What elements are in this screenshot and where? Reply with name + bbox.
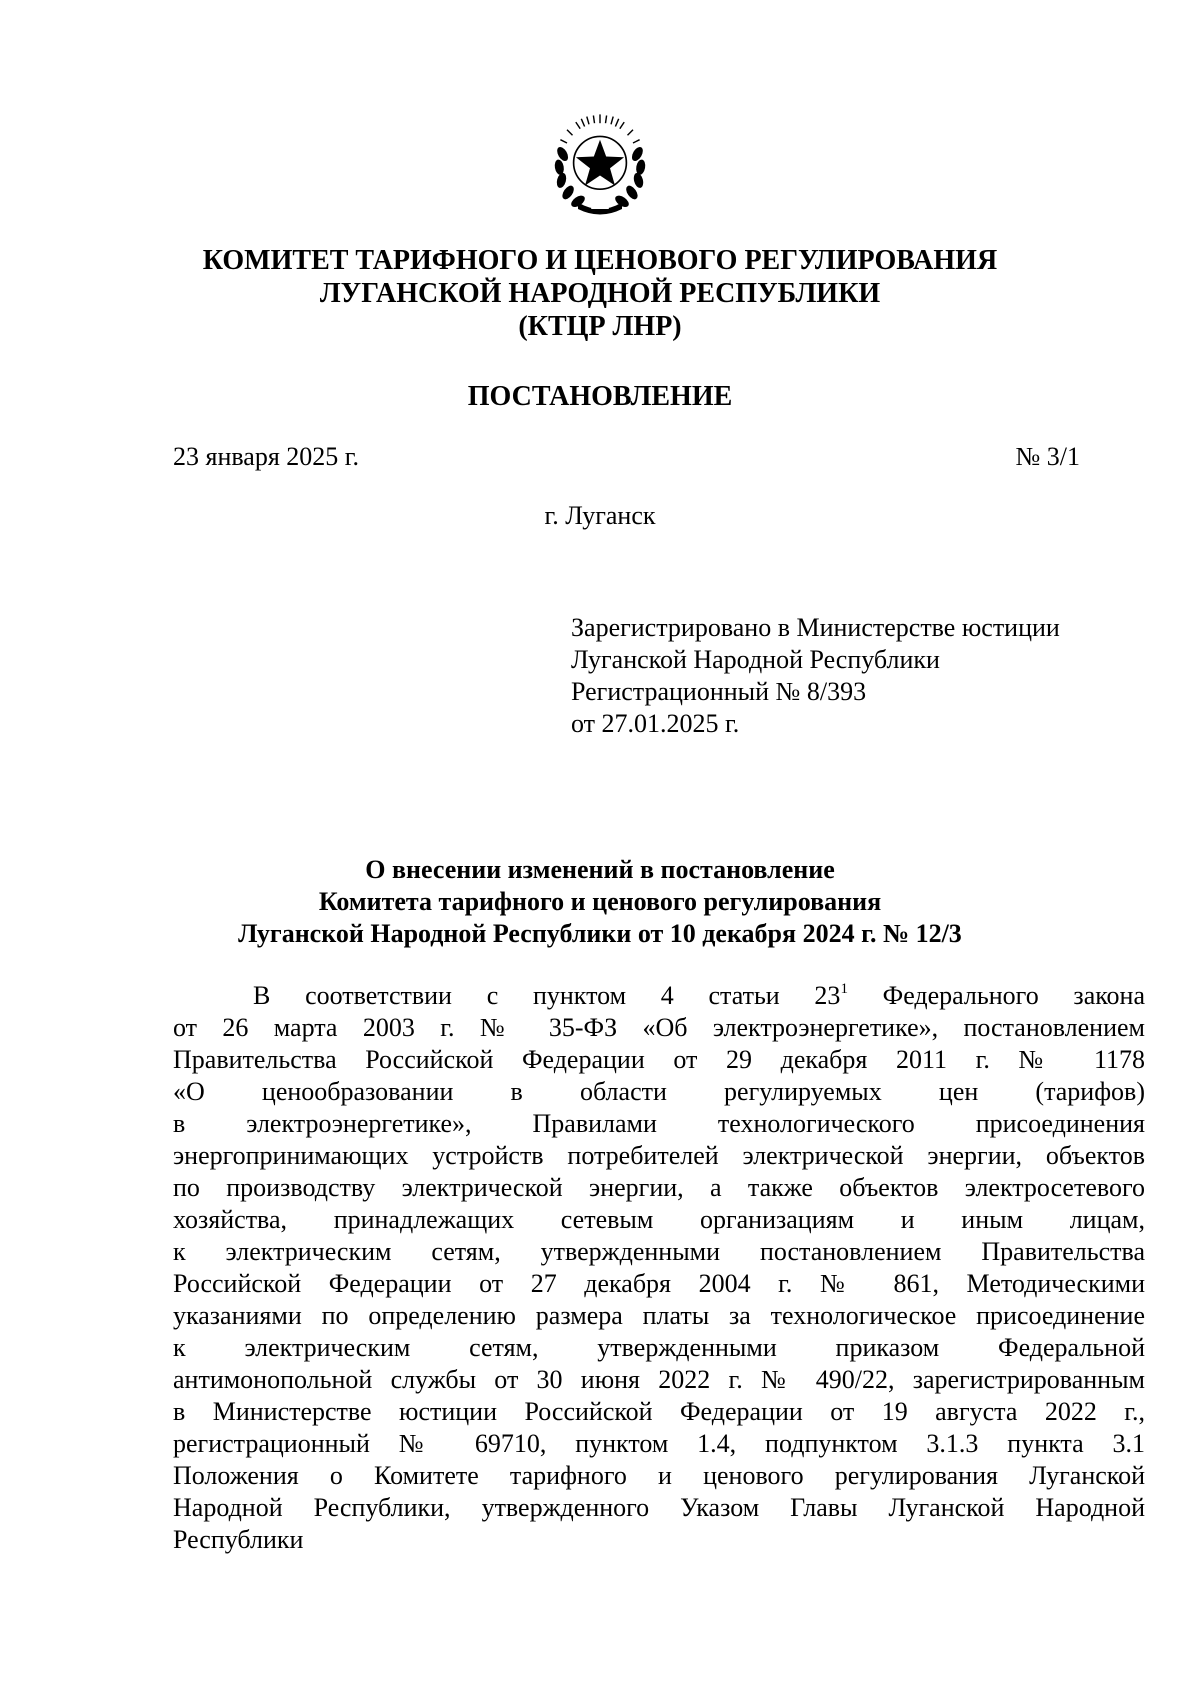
document-city: г. Луганск bbox=[544, 501, 656, 530]
org-abbreviation: (КТЦР ЛНР) bbox=[518, 311, 682, 342]
body-line-1-part-2: Федерального закона bbox=[847, 981, 1145, 1010]
body-line-15: регистрационный № 69710, пунктом 1.4, подпунктом 3.1.3 пункта 3.1 bbox=[173, 1429, 1145, 1458]
org-name-line-2: ЛУГАНСКОЙ НАРОДНОЙ РЕСПУБЛИКИ bbox=[319, 278, 881, 309]
coat-of-arms-star-wreath-icon bbox=[545, 110, 655, 220]
body-line-1 bbox=[173, 980, 1145, 1012]
body-line-14: в Министерстве юстиции Российской Федерации от 19 августа 2022 г., bbox=[173, 1397, 1145, 1426]
body-line-4: «О ценообразовании в области регулируемых цен (тарифов) bbox=[173, 1077, 1145, 1106]
body-line-2: от 26 марта 2003 г. № 35-ФЗ «Об электроэнергетике», постановлением bbox=[173, 1013, 1145, 1042]
title-line-2: Комитета тарифного и ценового регулирования bbox=[318, 887, 882, 916]
body-line-13: антимонопольной службы от 30 июня 2022 г. № 490/22, зарегистрированным bbox=[173, 1365, 1145, 1394]
superscript-1: 1 bbox=[840, 981, 848, 997]
registration-line-4: от 27.01.2025 г. bbox=[571, 709, 740, 738]
body-line-3: Правительства Российской Федерации от 29 декабря 2011 г. № 1178 bbox=[173, 1045, 1145, 1074]
registration-line-2: Луганской Народной Республики bbox=[571, 645, 940, 674]
org-name-line-1: КОМИТЕТ ТАРИФНОГО И ЦЕНОВОГО РЕГУЛИРОВАНИЯ bbox=[202, 245, 998, 276]
body-line-5: в электроэнергетике», Правилами технологического присоединения bbox=[173, 1109, 1145, 1138]
body-line-17: Народной Республики, утвержденного Указом Главы Луганской Народной bbox=[173, 1493, 1145, 1522]
body-line-8: хозяйства, принадлежащих сетевым организациям и иным лицам, bbox=[173, 1205, 1145, 1234]
body-line-18: Республики bbox=[173, 1525, 304, 1554]
document-title bbox=[0, 854, 1200, 950]
body-line-11: указаниями по определению размера платы за технологическое присоединение bbox=[173, 1301, 1145, 1330]
body-line-9: к электрическим сетям, утвержденными постановлением Правительства bbox=[173, 1237, 1145, 1266]
body-line-10: Российской Федерации от 27 декабря 2004 г. № 861, Методическими bbox=[173, 1269, 1145, 1298]
title-line-1: О внесении изменений в постановление bbox=[365, 855, 835, 884]
registration-stamp bbox=[571, 612, 1060, 740]
body-line-12: к электрическим сетям, утвержденными приказом Федеральной bbox=[173, 1333, 1145, 1362]
registration-line-3: Регистрационный № 8/393 bbox=[571, 677, 867, 706]
organization-name bbox=[0, 244, 1200, 343]
document-type-heading: ПОСТАНОВЛЕНИЕ bbox=[467, 381, 733, 412]
body-line-6: энергопринимающих устройств потребителей электрической энергии, объектов bbox=[173, 1141, 1145, 1170]
title-line-3: Луганской Народной Республики от 10 декабря 2024 г. № 12/3 bbox=[238, 919, 962, 948]
document-date: 23 января 2025 г. bbox=[173, 442, 360, 471]
registration-line-1: Зарегистрировано в Министерстве юстиции bbox=[571, 613, 1060, 642]
body-line-1-part-1: В соответствии с пунктом 4 статьи 23 bbox=[253, 981, 841, 1010]
document-number: № 3/1 bbox=[1015, 442, 1080, 471]
body-line-7: по производству электрической энергии, а также объектов электросетевого bbox=[173, 1173, 1145, 1202]
body-line-16: Положения о Комитете тарифного и ценового регулирования Луганской bbox=[173, 1461, 1145, 1490]
preamble-paragraph bbox=[173, 980, 1145, 1556]
